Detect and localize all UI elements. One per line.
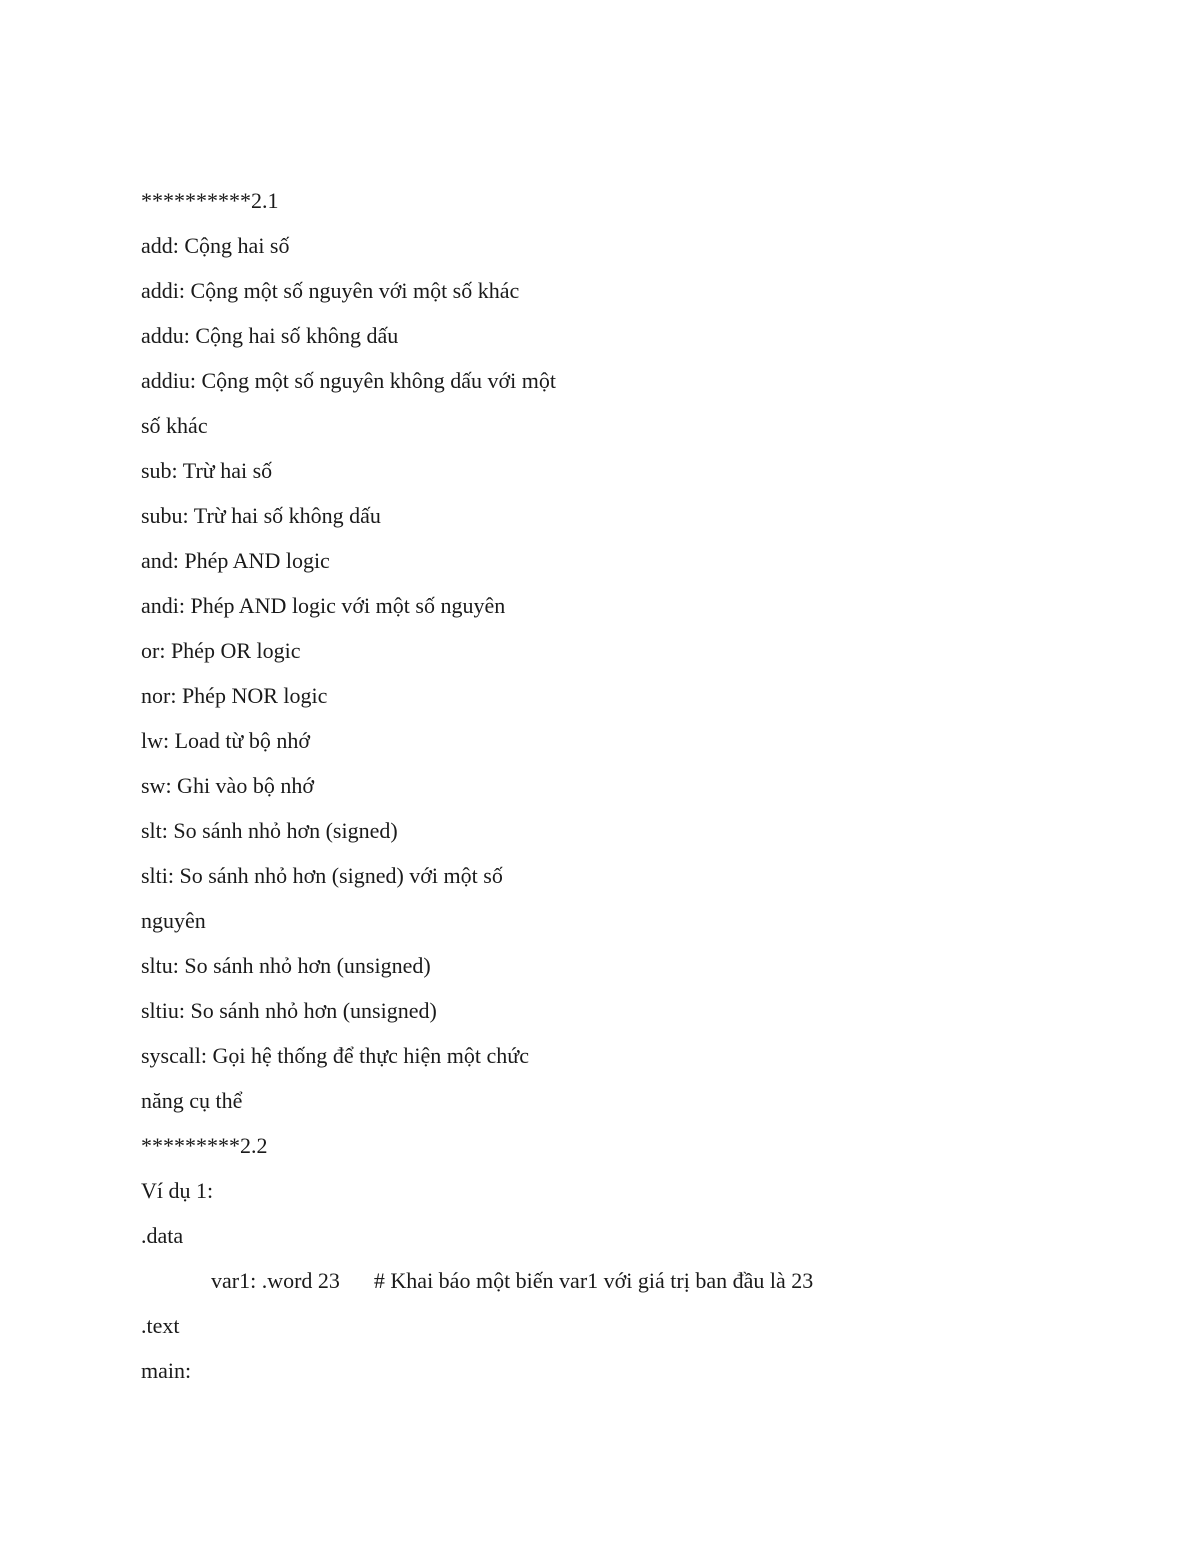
section-heading-2-2: *********2.2 — [141, 1133, 268, 1158]
text-line: lw: Load từ bộ nhớ — [141, 728, 310, 753]
code-statement: var1: .word 23 — [211, 1268, 340, 1293]
document-body — [141, 178, 1101, 1393]
text-line: sltu: So sánh nhỏ hơn (unsigned) — [141, 953, 431, 978]
code-data-directive: .data — [141, 1223, 184, 1248]
text-line: sub: Trừ hai số — [141, 458, 273, 483]
example-label: Ví dụ 1: — [141, 1178, 214, 1203]
code-comment: # Khai báo một biến var1 với giá trị ban đầu là 23 — [373, 1268, 814, 1293]
text-line: syscall: Gọi hệ thống để thực hiện một chức — [141, 1043, 529, 1068]
section-heading-2-1: **********2.1 — [141, 188, 279, 213]
text-line: sltiu: So sánh nhỏ hơn (unsigned) — [141, 998, 437, 1023]
text-line: số khác — [141, 413, 208, 438]
text-line: addu: Cộng hai số không dấu — [141, 323, 399, 348]
text-line: andi: Phép AND logic với một số nguyên — [141, 593, 506, 618]
text-line: or: Phép OR logic — [141, 638, 301, 663]
text-line: nguyên — [141, 908, 206, 933]
text-line: addiu: Cộng một số nguyên không dấu với một — [141, 368, 556, 393]
text-line: addi: Cộng một số nguyên với một số khác — [141, 278, 520, 303]
text-line: add: Cộng hai số — [141, 233, 290, 258]
text-line: slt: So sánh nhỏ hơn (signed) — [141, 818, 398, 843]
text-line: năng cụ thể — [141, 1088, 243, 1113]
text-line: nor: Phép NOR logic — [141, 683, 328, 708]
code-main-label: main: — [141, 1358, 192, 1383]
text-line: and: Phép AND logic — [141, 548, 330, 573]
text-line: slti: So sánh nhỏ hơn (signed) với một số — [141, 863, 503, 888]
text-line: sw: Ghi vào bộ nhớ — [141, 773, 314, 798]
code-variable-line — [141, 1258, 1101, 1303]
text-line: subu: Trừ hai số không dấu — [141, 503, 381, 528]
code-text-directive: .text — [141, 1313, 180, 1338]
